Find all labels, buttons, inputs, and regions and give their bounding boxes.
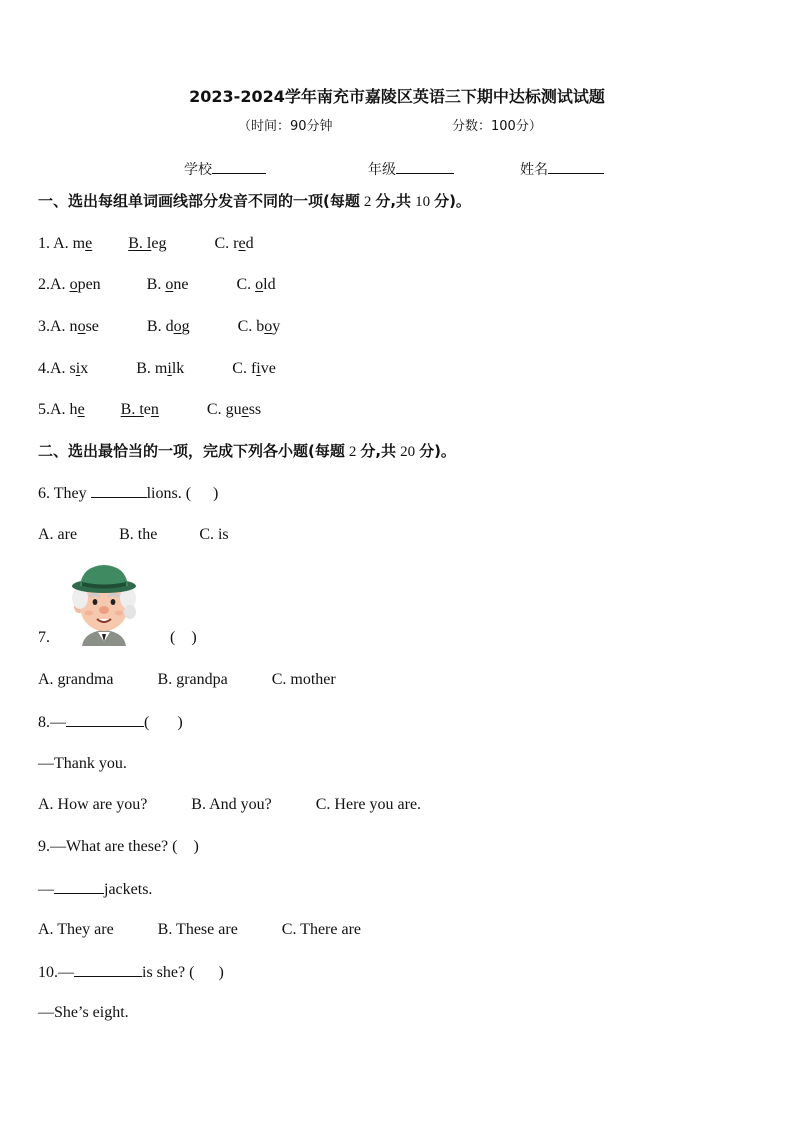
section-1-heading: 一、选出每组单词画线部分发音不同的一项(每题 2 分,共 10 分)。	[38, 192, 471, 210]
question-10: 10.— is she? ( )	[38, 964, 224, 981]
q8-option-c[interactable]: C. Here you are.	[315, 796, 422, 813]
q8-answer-blank[interactable]	[66, 712, 144, 727]
time-label: （时间：90分钟	[238, 119, 333, 134]
q9-options	[38, 920, 361, 940]
q8-reply: —Thank you.	[38, 755, 127, 772]
grandpa-cartoon-icon	[68, 562, 140, 646]
question-9: 9.—What are these? ( )	[38, 838, 199, 855]
q8-option-b[interactable]: B. And you?	[191, 796, 272, 813]
question-4: 4.A. six B. milk C. five	[38, 360, 276, 377]
q6-answer-blank[interactable]	[91, 483, 147, 498]
q7-option-c[interactable]: C. mother	[271, 671, 336, 688]
q9-option-a[interactable]: A. They are	[38, 921, 114, 938]
school-blank[interactable]	[212, 159, 266, 174]
exam-title: 2023-2024学年南充市嘉陵区英语三下期中达标测试试题	[189, 87, 605, 106]
q7-answer-paren[interactable]: ( )	[170, 629, 197, 646]
question-6: 6. They lions. ( )	[38, 485, 219, 502]
school-label: 学校	[184, 162, 212, 178]
section-2-heading: 二、选出最恰当的一项，完成下列各小题(每题 2 分,共 20 分)。	[38, 442, 456, 460]
q9-option-c[interactable]: C. There are	[281, 921, 362, 938]
school-field	[184, 159, 266, 180]
question-1: 1. A. me B. leg C. red	[38, 235, 254, 252]
q6-options	[38, 525, 229, 545]
q9-reply: — jackets.	[38, 881, 153, 898]
question-5: 5.A. he B. ten C. guess	[38, 401, 262, 418]
name-blank[interactable]	[548, 159, 604, 174]
score-label: 分数：100分）	[452, 119, 542, 134]
q10-answer-blank[interactable]	[74, 962, 142, 977]
name-label: 姓名	[520, 162, 548, 178]
q7-option-a[interactable]: A. grandma	[38, 671, 114, 688]
question-2: 2.A. open B. one C. old	[38, 276, 276, 293]
q8-options	[38, 795, 421, 815]
question-8: 8.— ( )	[38, 714, 183, 731]
name-field	[520, 159, 604, 180]
q8-option-a[interactable]: A. How are you?	[38, 796, 148, 813]
q6-option-a[interactable]: A. are	[38, 526, 78, 543]
question-3: 3.A. nose B. dog C. boy	[38, 318, 281, 335]
q10-reply: —She’s eight.	[38, 1004, 129, 1021]
q7-options	[38, 670, 336, 690]
q6-option-b[interactable]: B. the	[119, 526, 158, 543]
q9-option-b[interactable]: B. These are	[157, 921, 238, 938]
q6-option-c[interactable]: C. is	[199, 526, 229, 543]
question-7: 7. ( )	[38, 629, 197, 646]
grade-field	[368, 159, 454, 180]
grade-label: 年级	[368, 162, 396, 178]
grade-blank[interactable]	[396, 159, 454, 174]
q9-answer-blank[interactable]	[54, 879, 104, 894]
q7-option-b[interactable]: B. grandpa	[157, 671, 228, 688]
